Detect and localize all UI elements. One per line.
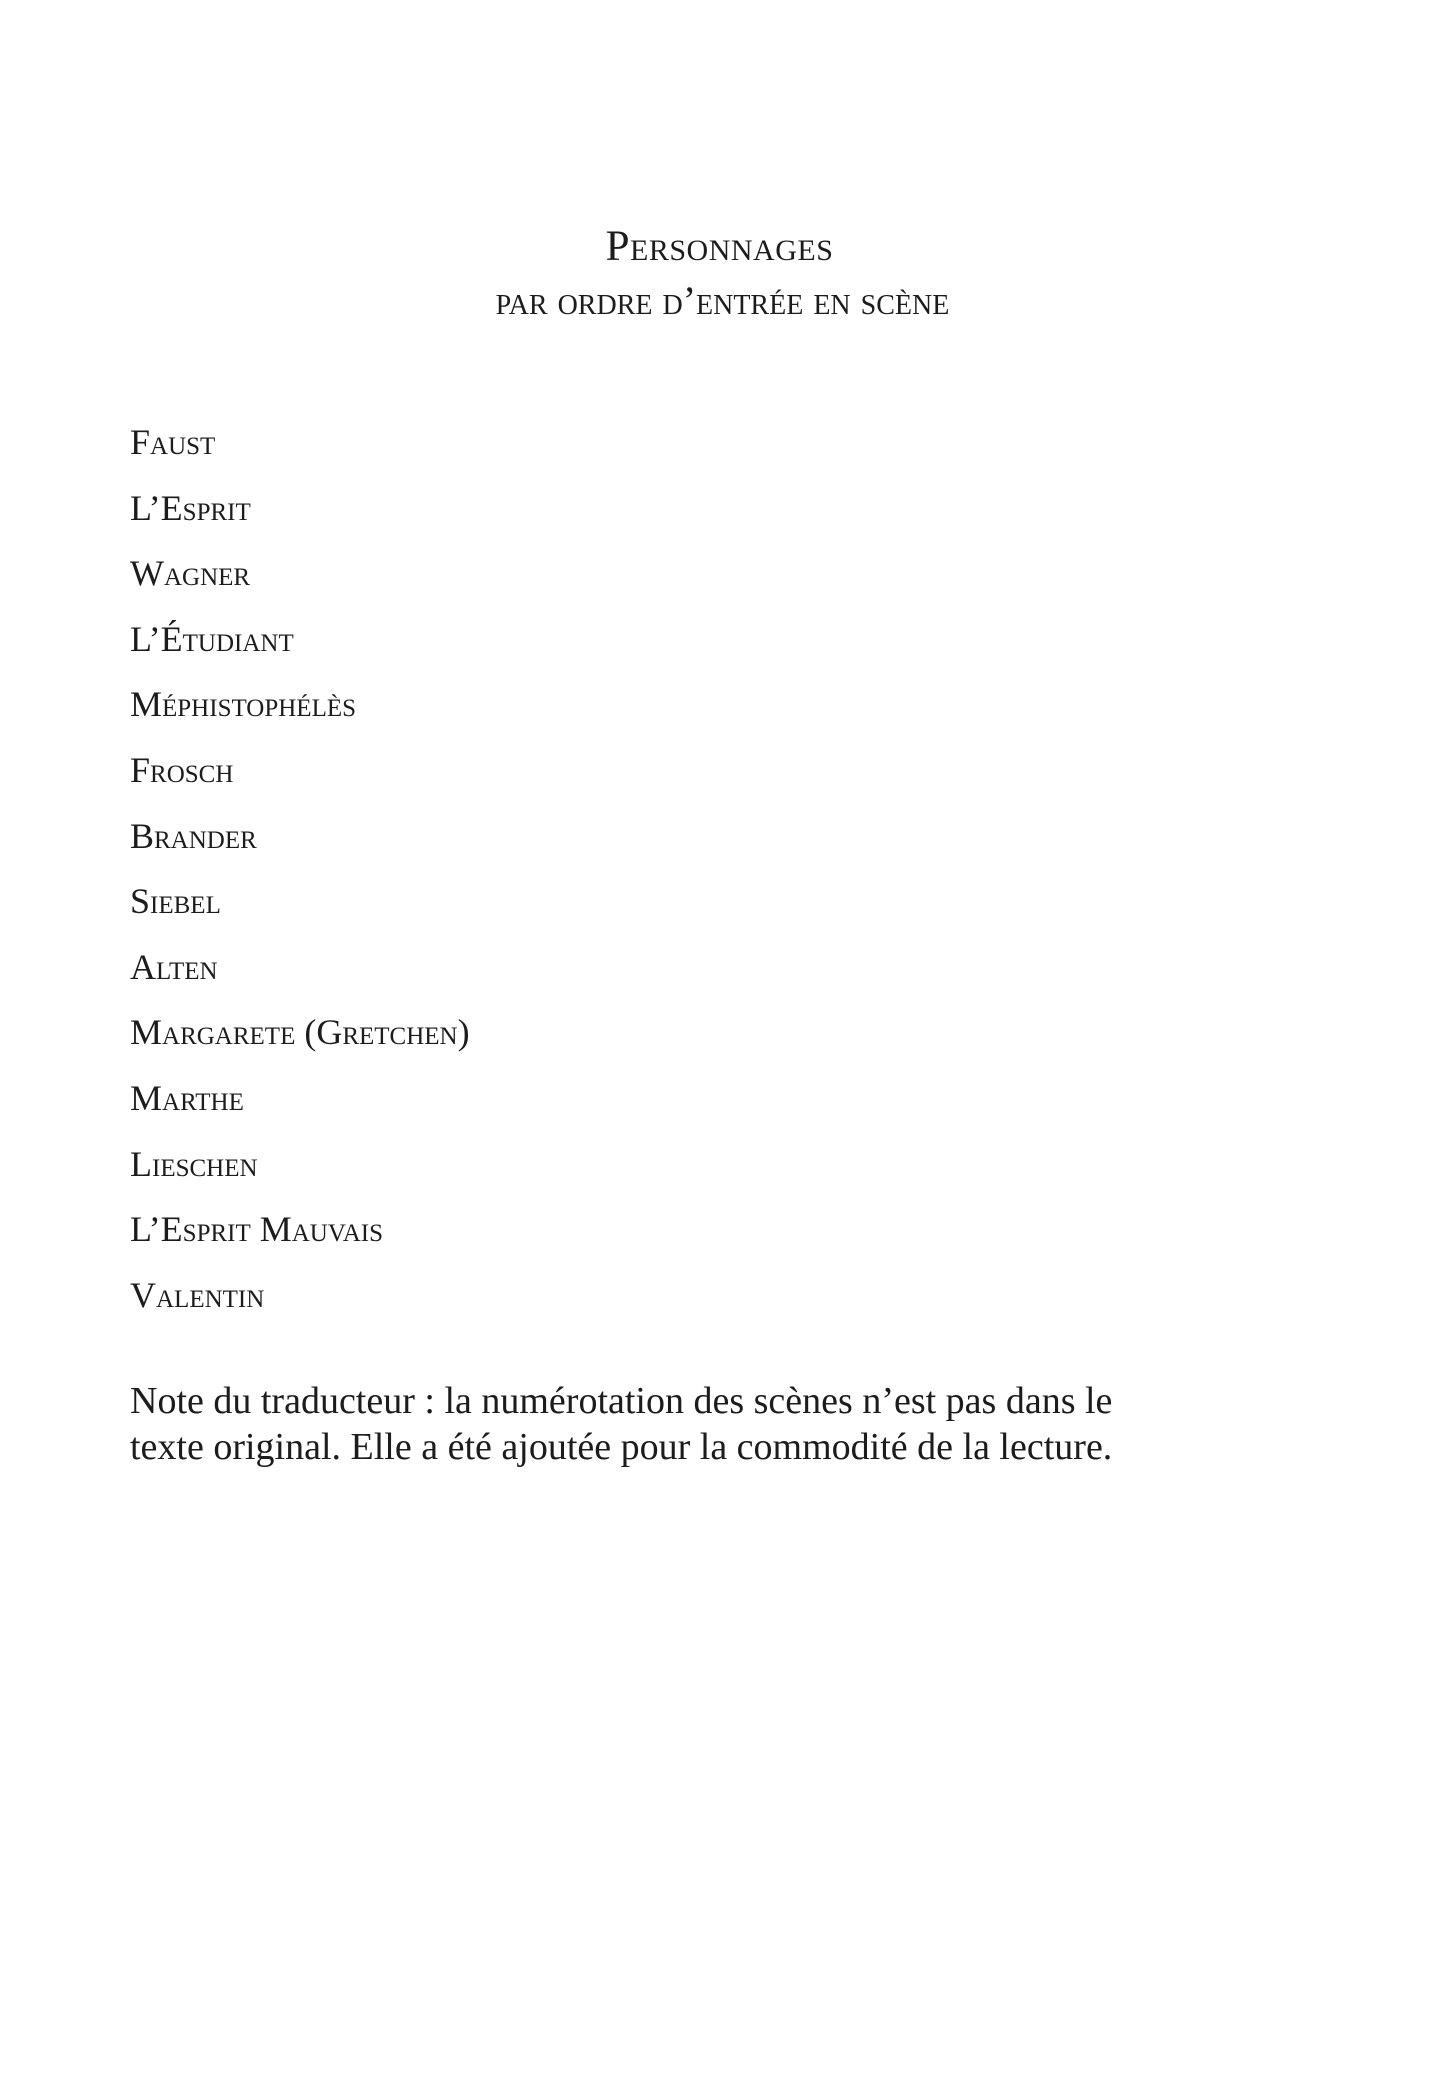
character-item: Frosch — [130, 749, 234, 790]
translator-note — [130, 1378, 1330, 1470]
character-item: Valentin — [130, 1274, 265, 1315]
heading — [0, 222, 1445, 326]
character-item: Alten — [130, 946, 218, 987]
translator-note-line: texte original. Elle a été ajoutée pour la commodité de la lecture. — [130, 1426, 1113, 1468]
character-item: Siebel — [130, 881, 221, 922]
character-item: Margarete (Gretchen) — [130, 1012, 470, 1053]
character-item: L’Étudiant — [130, 618, 294, 659]
translator-note-line: Note du traducteur : la numérotation des scènes n’est pas dans le — [130, 1380, 1113, 1422]
character-list — [130, 410, 470, 1328]
character-item: Marthe — [130, 1077, 244, 1118]
page-title: Personnages — [605, 223, 834, 270]
character-item: Méphistophélès — [130, 684, 357, 725]
character-item: L’Esprit Mauvais — [130, 1209, 383, 1250]
character-item: Faust — [130, 422, 216, 462]
page-subtitle: par ordre d’entrée en scène — [495, 278, 950, 323]
character-item: Wagner — [130, 553, 251, 594]
character-item: Lieschen — [130, 1143, 258, 1184]
character-item: L’Esprit — [130, 487, 251, 528]
character-item: Brander — [130, 815, 257, 856]
